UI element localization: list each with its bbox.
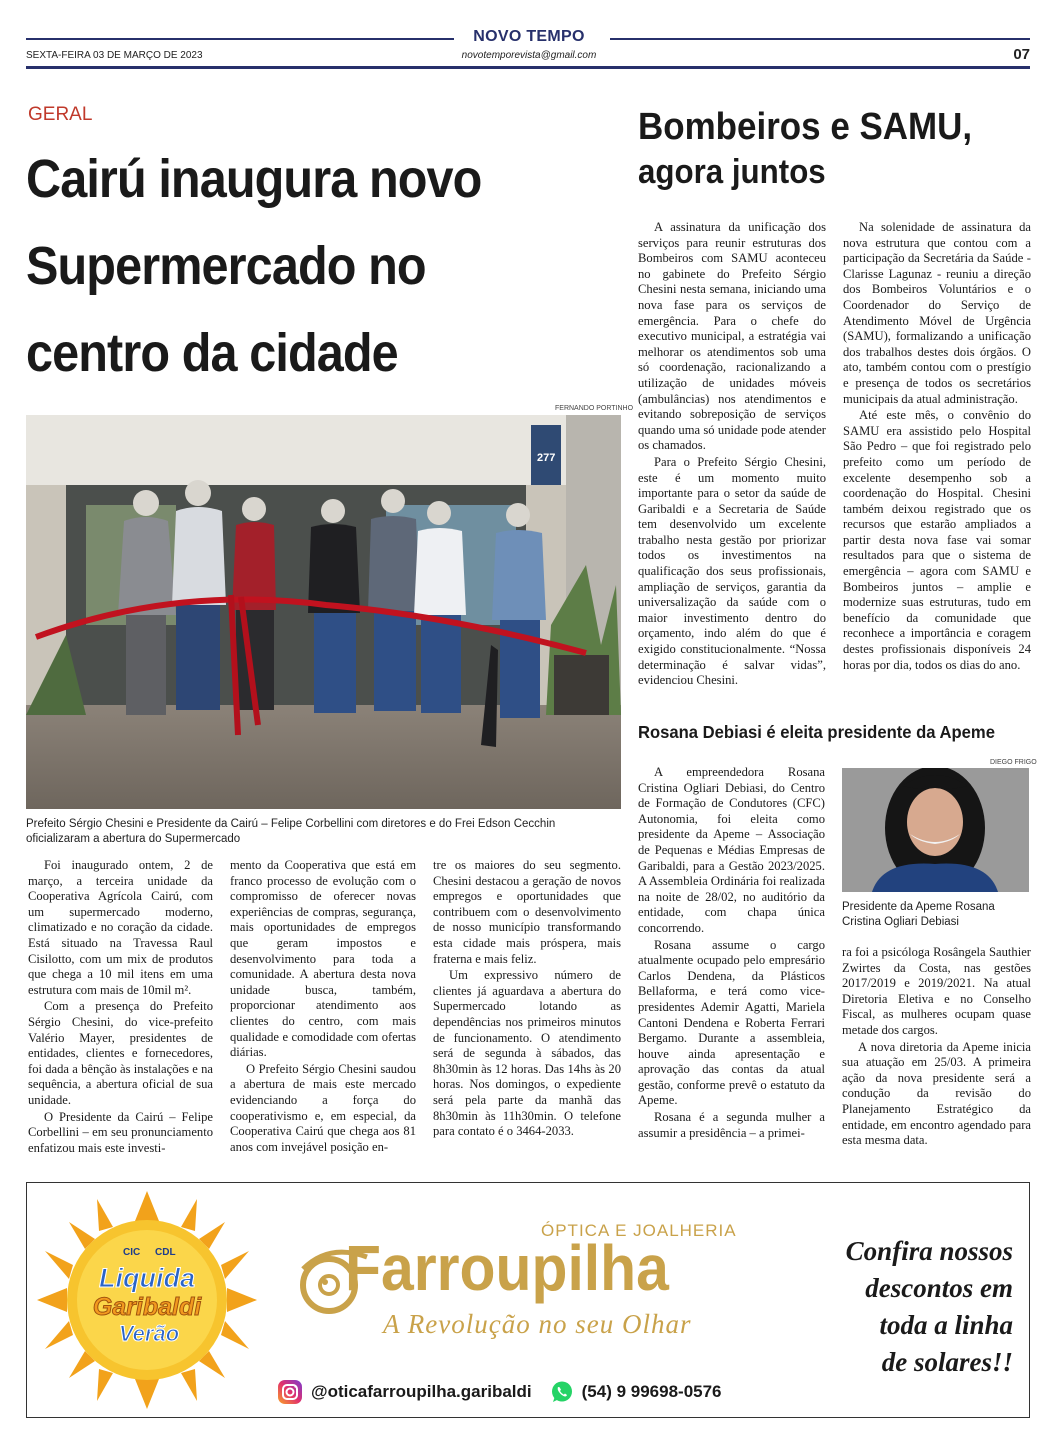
paragraph: Um expressivo número de clientes já aguardava a abertura do Supermercado lotando as dependências nos primeiros minutos de funcionamento. O atendimento será de segunda à sábados, das 8h30min às 12 horas. Das 14hs às 20 horas. Nos domingos, o expediente será pela parte da manhã das 8h30min às 11h30min. O telefone para contato é o 3464-2033. [433,968,621,1139]
apeme-article-column-2 [842,945,1031,1150]
ad-brand-name: Farroupilha [345,1232,669,1304]
main-headline-line: centro da cidade [26,323,398,383]
main-article-column-2 [230,858,416,1156]
paragraph: ra foi a psicóloga Rosângela Sauthier Zwirtes da Costa, nas gestões 2017/2019 e 2019/2021. Na atual Diretoria Eletiva e no Conselho Fiscal, as mulheres ocupam quase metade dos cargos. [842,945,1031,1037]
paragraph: O Presidente da Cairú – Felipe Corbellini – em seu pronunciamento enfatizou mais este investi- [28,1109,213,1155]
paragraph: Até este mês, o convênio do SAMU era assistido pelo Hospital São Pedro – que foi registrado pelo prefeito como um período de excelente desempenho sob a coordenação do Hospital. Chesini também deixou registrado que os recursos que estarão ampliados a partir desta nova fase vai somar resultados para que o sistema de emergência – agora com SAMU e Bombeiros juntos – amplie e modernize suas estruturas, tudo em benefício da comunidade que reconhece a importância e coragem destes profissionais disponíveis 24 horas por dia, todos os dias do ano. [843,408,1031,672]
badge-text-liquida: Liquida [99,1263,195,1293]
whatsapp-phone[interactable]: (54) 9 99698-0576 [581,1382,722,1401]
portrait-caption: Presidente da Apeme Rosana Cristina Ogliari Debiasi [842,901,995,928]
ad-promo-text [781,1233,1013,1381]
main-article-column-3 [433,858,621,1141]
paragraph: A assinatura da unificação dos serviços para reunir estruturas dos Bombeiros com SAMU aconteceu no gabinete do Prefeito Sérgio Chesini nesta semana, iniciando uma nova fase para os serviços de emergência. Para o chefe do executivo municipal, a estratégia vai melhorar os atendimentos sob uma só coordenação, racionalizando a utilização de unidades móveis (ambulâncias) nos atendimentos e evitando sobreposição de serviços quando uma só unidade pode atender os chamados. [638,220,826,453]
paragraph: mento da Cooperativa que está em franco processo de evolução com o compromisso de oferecer novas experiências de compras, segurança, mais oportunidades de empregos que geram impostos e desenvolvimento para toda a comunidade. A abertura desta nova unidade busca, também, proporcionar atendimento aos clientes do centro, com mais qualidade e comodidade com ofertas diárias. [230,858,416,1060]
portrait-credit: DIEGO FRIGO [990,759,1037,766]
paragraph: Rosana assume o cargo atualmente ocupado pelo empresário Carlos Dendena, da Plásticos Bellaforma, e terá como vice-presidentes Ademir Agatti, Mariela Cantoni Dendena e Roberta Ferrari Bergamo. Durante a assembleia, houve ainda apresentação e aprovação das contas da atual gestão, conforme prevê o estatuto da Apeme. [638,937,825,1108]
ad-promo-line: de solares!! [881,1347,1013,1377]
masthead-divider [26,66,1030,69]
paragraph: tre os maiores do seu segmento. Chesini destacou a geração de novos empregos e oportunidades que contribuem com o desenvolvimento de nosso município transformando esta cidade mais próspera, mais fraterna e mais feliz. [433,858,621,966]
samu-headline [638,104,1006,194]
paragraph: Rosana é a segunda mulher a assumir a presidência – a primei- [638,1110,825,1140]
ribbon-cutting-photo [26,415,621,809]
whatsapp-icon[interactable] [550,1380,574,1404]
photo-caption: Prefeito Sérgio Chesini e Presidente da Cairú – Felipe Corbellini com diretores e do Frei Edson Cecchin oficializaram a abertura do Supermercado [26,818,556,845]
ad-slogan: A Revolução no seu Olhar [383,1309,692,1339]
paragraph: Na solenidade de assinatura da nova estrutura que contou com a participação da Secretária da Saúde - Clarisse Lagunaz - reuniu a direção dos Bombeiros Voluntários e o Coordenador do Serviço de Atendimento Móvel de Urgência (SAMU), formalizando a unificação dos trabalhos destes dois órgãos. O ato, também contou com o prestígio e presença de todos os secretários municipais da atual administração. [843,220,1031,406]
samu-headline-line-2: agora juntos [638,153,826,191]
liquida-garibaldi-badge [37,1191,257,1409]
rosana-portrait [842,768,1029,892]
main-headline-line: Cairú inaugura novo [26,149,482,209]
paragraph: O Prefeito Sérgio Chesini saudou a abertura de mais este mercado evidenciando a força do cooperativismo e, em especial, da Cooperativa Cairú que chega aos 81 anos com invejável posição en- [230,1061,416,1154]
store-number-sign: 277 [537,452,556,464]
samu-article-column-1 [638,220,826,690]
paragraph: A empreendedora Rosana Cristina Ogliari Debiasi, do Centro de Formação de Condutores (CFC) Autonomia, foi eleita como presidente da Apeme – Associação de Pequenas e Médias Empresas de Garibaldi, para a Gestão 2023/2025. A Assembleia Ordinária foi realizada na noite de 28/02, no auditório da entidade, com chapa única concorrendo. [638,765,825,935]
page-number: 07 [1013,46,1030,63]
cdl-logo: CDL [155,1247,176,1258]
paragraph: Foi inaugurado ontem, 2 de março, a terceira unidade da Cooperativa Agrícola Cairú, com um supermercado moderno, climatizado e no coração da cidade. Está situado na Travessa Raul Cisilotto, com um mix de produtos que chega a 10 mil itens em uma estrutura com mais de 10mil m². [28,858,213,997]
main-headline [26,136,566,397]
contact-email[interactable]: novotemporevista@gmail.com [461,50,597,61]
ad-contact-row [277,1379,722,1405]
instagram-icon[interactable] [277,1379,303,1405]
paragraph: Com a presença do Prefeito Sérgio Chesini, do vice-prefeito Valério Mayer, presidentes de entidades, clientes e fornecedores, foi dada a bênção às instalações e na sequência, a abertura oficial de sua unidade. [28,999,213,1107]
cic-logo: CIC [123,1247,141,1258]
apeme-article-column-1 [638,765,825,1142]
apeme-headline: Rosana Debiasi é eleita presidente da Apeme [638,722,995,742]
main-headline-line: Supermercado no [26,236,426,296]
photo-credit: FERNANDO PORTINHO [555,405,634,412]
ad-promo-line: toda a linha [879,1310,1013,1340]
instagram-handle[interactable]: @oticafarroupilha.garibaldi [311,1382,532,1401]
ad-promo-line: Confira nossos [845,1236,1013,1266]
newspaper-title: NOVO TEMPO [473,28,585,45]
ad-promo-line: descontos em [865,1273,1013,1303]
ribbon-cutting-illustration [26,415,621,809]
samu-article-column-2 [843,220,1031,674]
ad-optica-label: ÓPTICA E JOALHERIA [541,1221,737,1240]
portrait-illustration [842,768,1029,892]
badge-text-garibaldi: Garibaldi [92,1293,202,1321]
samu-headline-line-1: Bombeiros e SAMU, [638,106,973,148]
badge-text-verao: Verão [118,1321,180,1346]
paragraph: Para o Prefeito Sérgio Chesini, este é um momento muito importante para o setor da saúde de Garibaldi e a Secretaria de Saúde tem desenvolvido um excelente trabalho nesta gestão por priorizar todos os investimentos na qualificação dos seus profissionais, ampliação de serviços, garantia da universalização da saúde com o maior investimento dentro do orçamento, indo além do que é exigido constitucionalmente. “Nossa determinação é salvar vidas”, evidenciou Chesini. [638,454,826,688]
issue-date: SEXTA-FEIRA 03 DE MARÇO DE 2023 [26,50,203,61]
paragraph: A nova diretoria da Apeme inicia sua atuação em 25/03. A primeira ação da nova presidente será a condução da revisão do Planejamento Estratégico da entidade, em encontro agendado para esta mesma data. [842,1039,1031,1148]
advertisement-banner[interactable] [26,1182,1030,1418]
section-label: GERAL [28,104,93,125]
main-article-column-1 [28,858,213,1157]
